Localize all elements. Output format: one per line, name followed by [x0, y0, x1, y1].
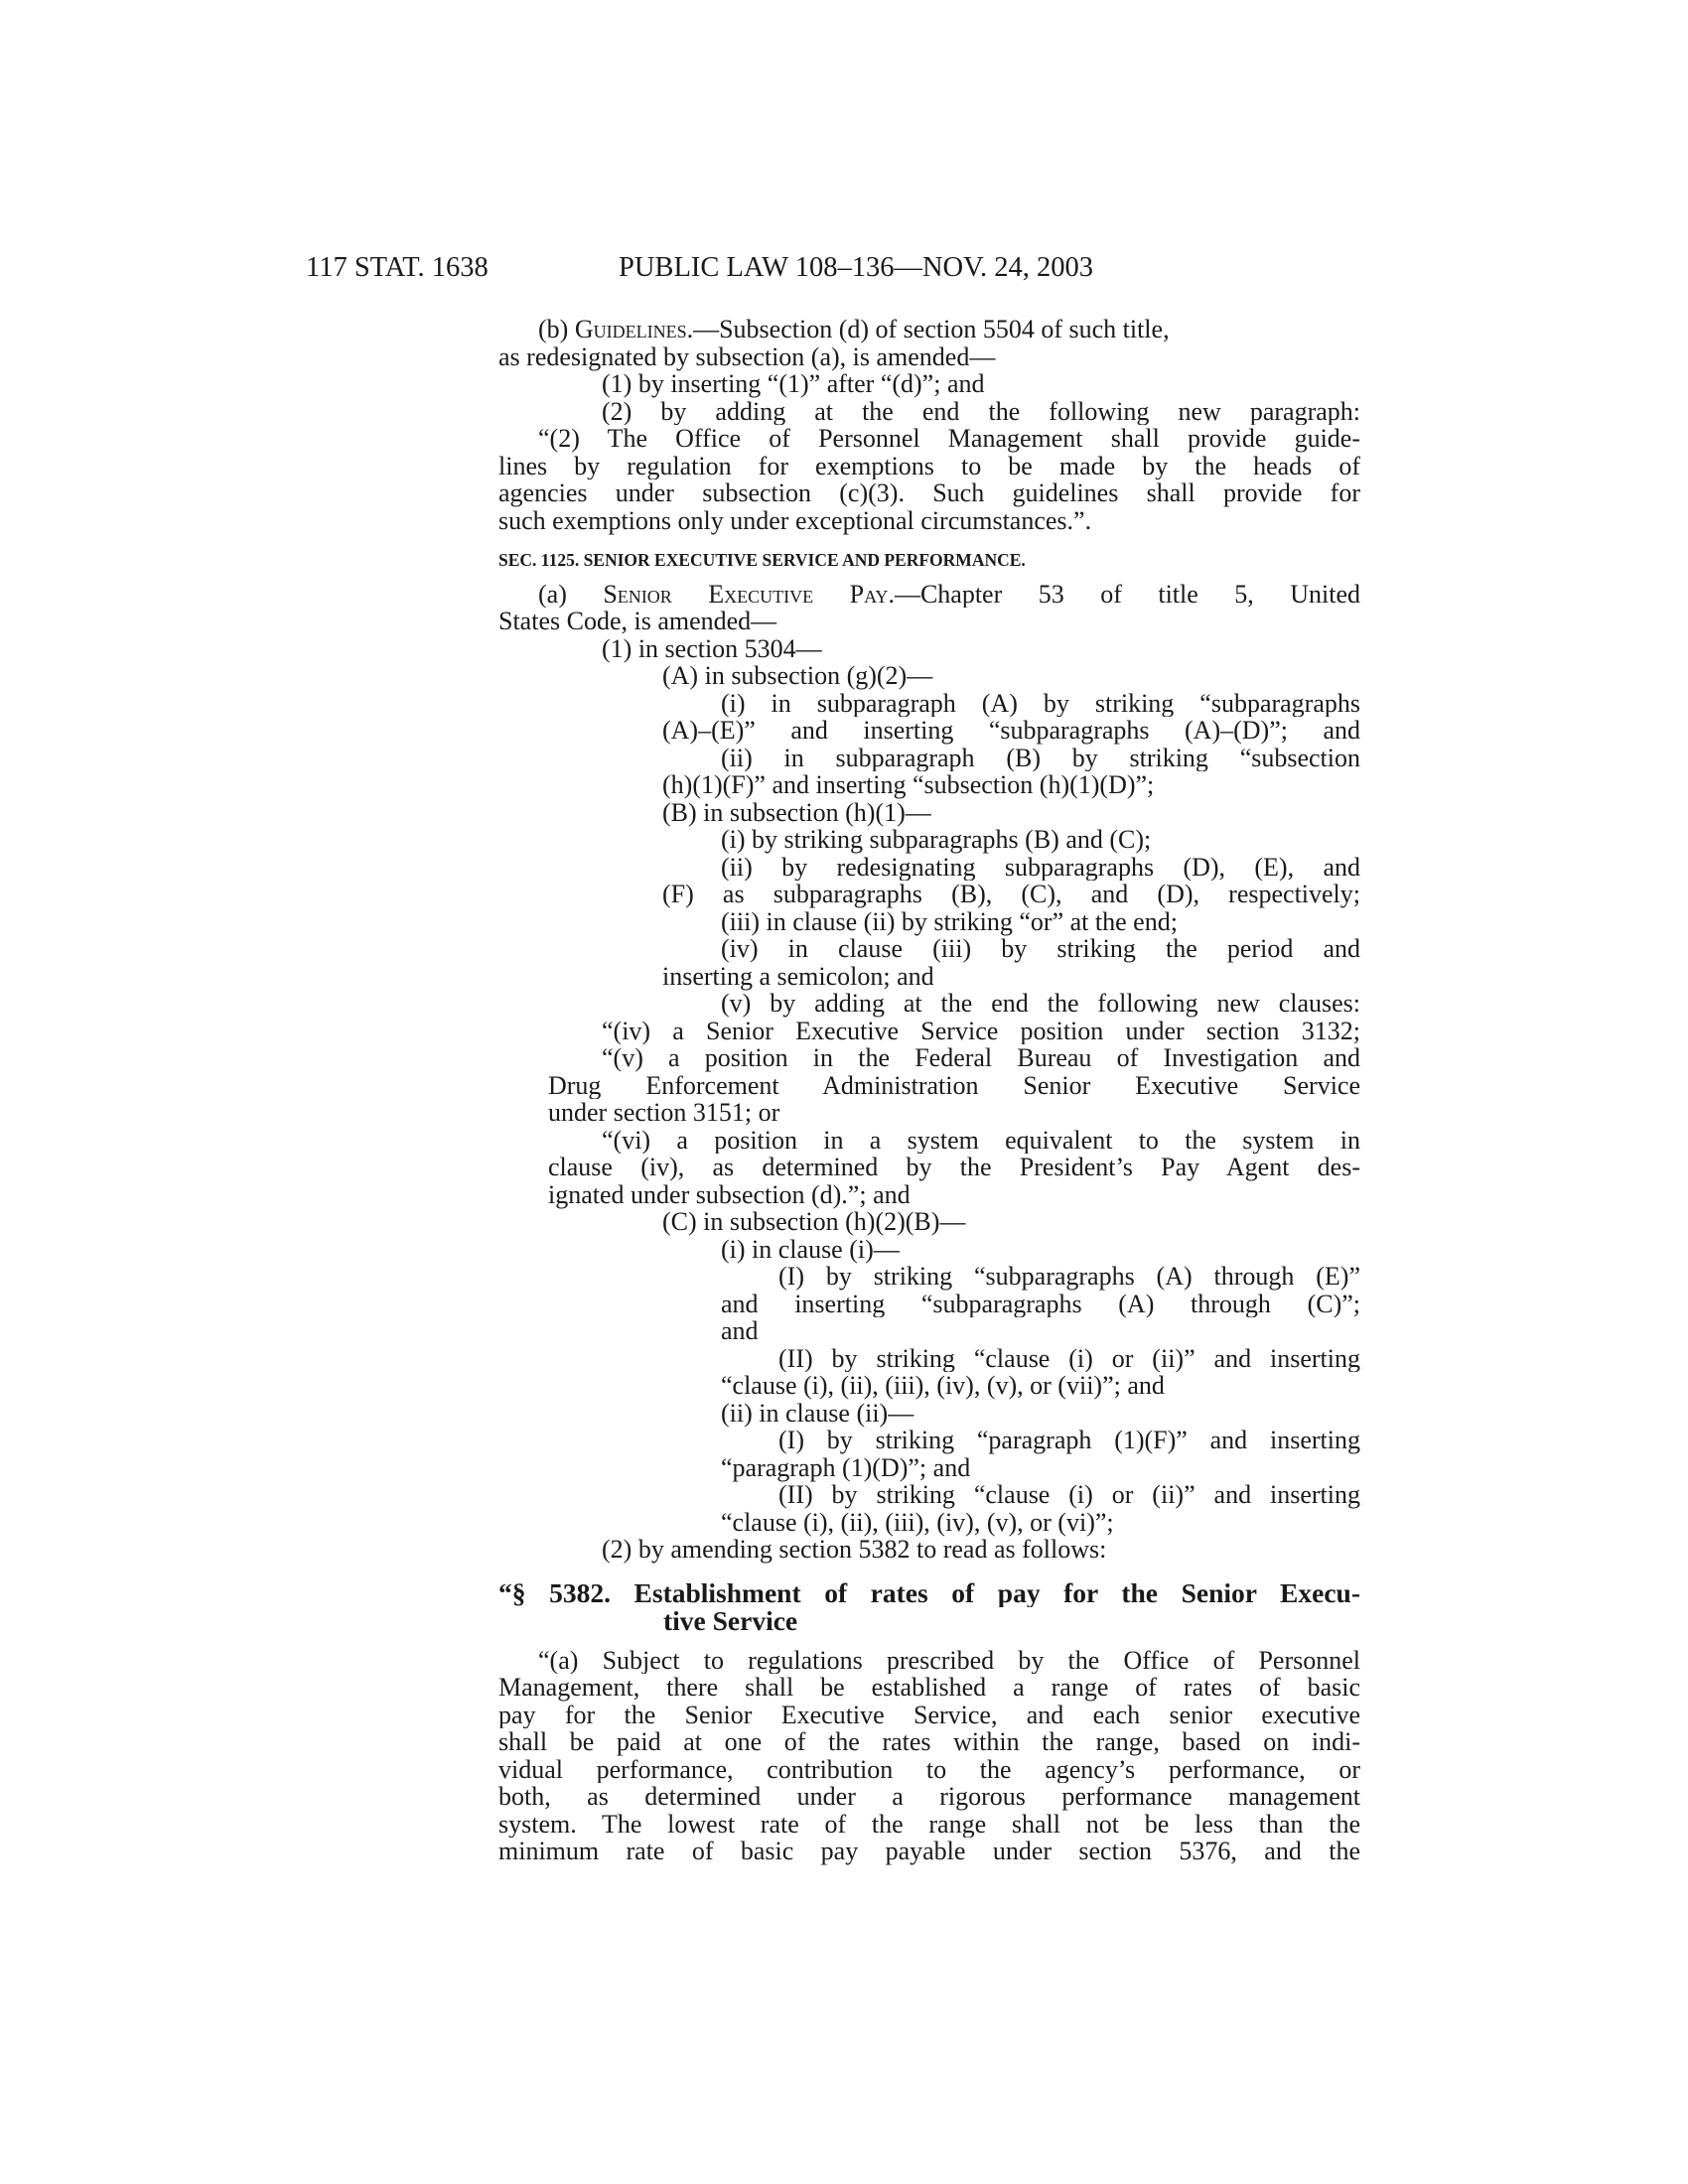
- paragraph-line: minimum rate of basic pay payable under section 5376, and the: [498, 1838, 1360, 1865]
- text-line: (A)–(E)” and inserting “subparagraphs (A)–(D)”; and: [662, 717, 1360, 745]
- text-line: Drug Enforcement Administration Senior Executive Service: [548, 1071, 1360, 1099]
- guidelines-text: .—Subsection (d) of section 5504 of such title,: [686, 315, 1170, 343]
- text-line: (iv) in clause (iii) by striking the period and: [721, 935, 1360, 963]
- section-5382-heading-cont: tive Service: [663, 1604, 798, 1636]
- text-line: such exemptions only under exceptional circumstances.”.: [498, 505, 1092, 535]
- section-1125-heading: SEC. 1125. SENIOR EXECUTIVE SERVICE AND PERFORMANCE.: [498, 550, 1026, 570]
- paragraph-line: vidual performance, contribution to the agency’s performance, or: [498, 1755, 1360, 1783]
- paragraph-line: shall be paid at one of the rates within the range, based on indi-: [498, 1728, 1360, 1756]
- text-line: lines by regulation for exemptions to be made by the heads of: [498, 452, 1360, 479]
- guidelines-line: [498, 316, 1360, 343]
- text-line: (i) by striking subparagraphs (B) and (C);: [721, 825, 1152, 854]
- text-line: “clause (i), (ii), (iii), (iv), (v), or (vii)”; and: [721, 1371, 1165, 1400]
- page-header: [306, 248, 1225, 288]
- pay-text: .—Chapter 53 of title 5, United: [888, 580, 1360, 608]
- senior-executive-pay-line: [498, 581, 1360, 609]
- text-line: inserting a semicolon; and: [662, 961, 934, 991]
- section-5382-heading: “§ 5382. Establishment of rates of pay for the Senior Execu-: [498, 1578, 1360, 1607]
- text-line: ignated under subsection (d).”; and: [548, 1179, 911, 1209]
- text-line: (I) by striking “paragraph (1)(F)” and inserting: [778, 1427, 1360, 1454]
- text-line: (II) by striking “clause (i) or (ii)” and inserting: [778, 1481, 1360, 1509]
- text-line: (2) by adding at the end the following new paragraph:: [602, 397, 1360, 425]
- text-line: (II) by striking “clause (i) or (ii)” and inserting: [778, 1344, 1360, 1372]
- text-line: (1) by inserting “(1)” after “(d)”; and: [602, 369, 985, 398]
- pay-heading: Senior Executive Pay: [603, 580, 889, 608]
- text-line: (1) in section 5304—: [602, 633, 822, 663]
- text-line: (ii) in subparagraph (B) by striking “subsection: [721, 744, 1360, 771]
- paragraph-line: both, as determined under a rigorous performance management: [498, 1783, 1360, 1811]
- text-line: (2) by amending section 5382 to read as follows:: [602, 1535, 1107, 1564]
- paragraph-line: “(a) Subject to regulations prescribed by the Office of Personnel: [538, 1646, 1360, 1674]
- text-line: “clause (i), (ii), (iii), (iv), (v), or (vi)”;: [721, 1507, 1114, 1537]
- text-line: “(v) a position in the Federal Bureau of Investigation and: [602, 1044, 1360, 1072]
- text-line: (v) by adding at the end the following new clauses:: [721, 990, 1360, 1018]
- text-line: clause (iv), as determined by the President’s Pay Agent des-: [548, 1154, 1360, 1181]
- text-line: (ii) by redesignating subparagraphs (D), (E), and: [721, 853, 1360, 881]
- text-line: “paragraph (1)(D)”; and: [721, 1452, 971, 1482]
- text-line: (B) in subsection (h)(1)—: [662, 797, 931, 827]
- paragraph-line: Management, there shall be established a range of rates of basic: [498, 1674, 1360, 1702]
- guidelines-prefix: (b): [538, 315, 575, 343]
- text-line: as redesignated by subsection (a), is amended—: [498, 341, 996, 371]
- text-line: “(iv) a Senior Executive Service position under section 3132;: [602, 1017, 1360, 1044]
- text-line: (I) by striking “subparagraphs (A) through (E)”: [778, 1263, 1360, 1291]
- text-line: States Code, is amended—: [498, 607, 777, 635]
- text-line: (A) in subsection (g)(2)—: [662, 661, 933, 690]
- text-line: “(vi) a position in a system equivalent to the system in: [602, 1126, 1360, 1154]
- document-body: [498, 316, 1360, 1865]
- paragraph-line: system. The lowest rate of the range shall not be less than the: [498, 1810, 1360, 1838]
- text-line: (i) in subparagraph (A) by striking “subparagraphs: [721, 689, 1360, 717]
- pay-prefix: (a): [538, 580, 604, 608]
- text-line: and inserting “subparagraphs (A) through (C)”;: [721, 1290, 1360, 1317]
- paragraph-line: pay for the Senior Executive Service, and each senior executive: [498, 1701, 1360, 1728]
- text-line: (i) in clause (i)—: [721, 1234, 900, 1264]
- text-line: and: [721, 1316, 759, 1345]
- text-line: (h)(1)(F)” and inserting “subsection (h)(1)(D)”;: [662, 770, 1155, 799]
- public-law-title: PUBLIC LAW 108–136—NOV. 24, 2003: [619, 252, 1094, 283]
- guidelines-heading: Guidelines: [574, 315, 687, 343]
- text-line: (F) as subparagraphs (B), (C), and (D), respectively;: [662, 881, 1360, 908]
- stat-page-number: 117 STAT. 1638: [306, 252, 489, 283]
- text-line: under section 3151; or: [548, 1098, 780, 1127]
- text-line: (C) in subsection (h)(2)(B)—: [662, 1207, 966, 1236]
- text-line: “(2) The Office of Personnel Management shall provide guide-: [538, 425, 1360, 453]
- text-line: (ii) in clause (ii)—: [721, 1398, 914, 1428]
- text-line: (iii) in clause (ii) by striking “or” at the end;: [721, 906, 1178, 936]
- text-line: agencies under subsection (c)(3). Such guidelines shall provide for: [498, 479, 1360, 507]
